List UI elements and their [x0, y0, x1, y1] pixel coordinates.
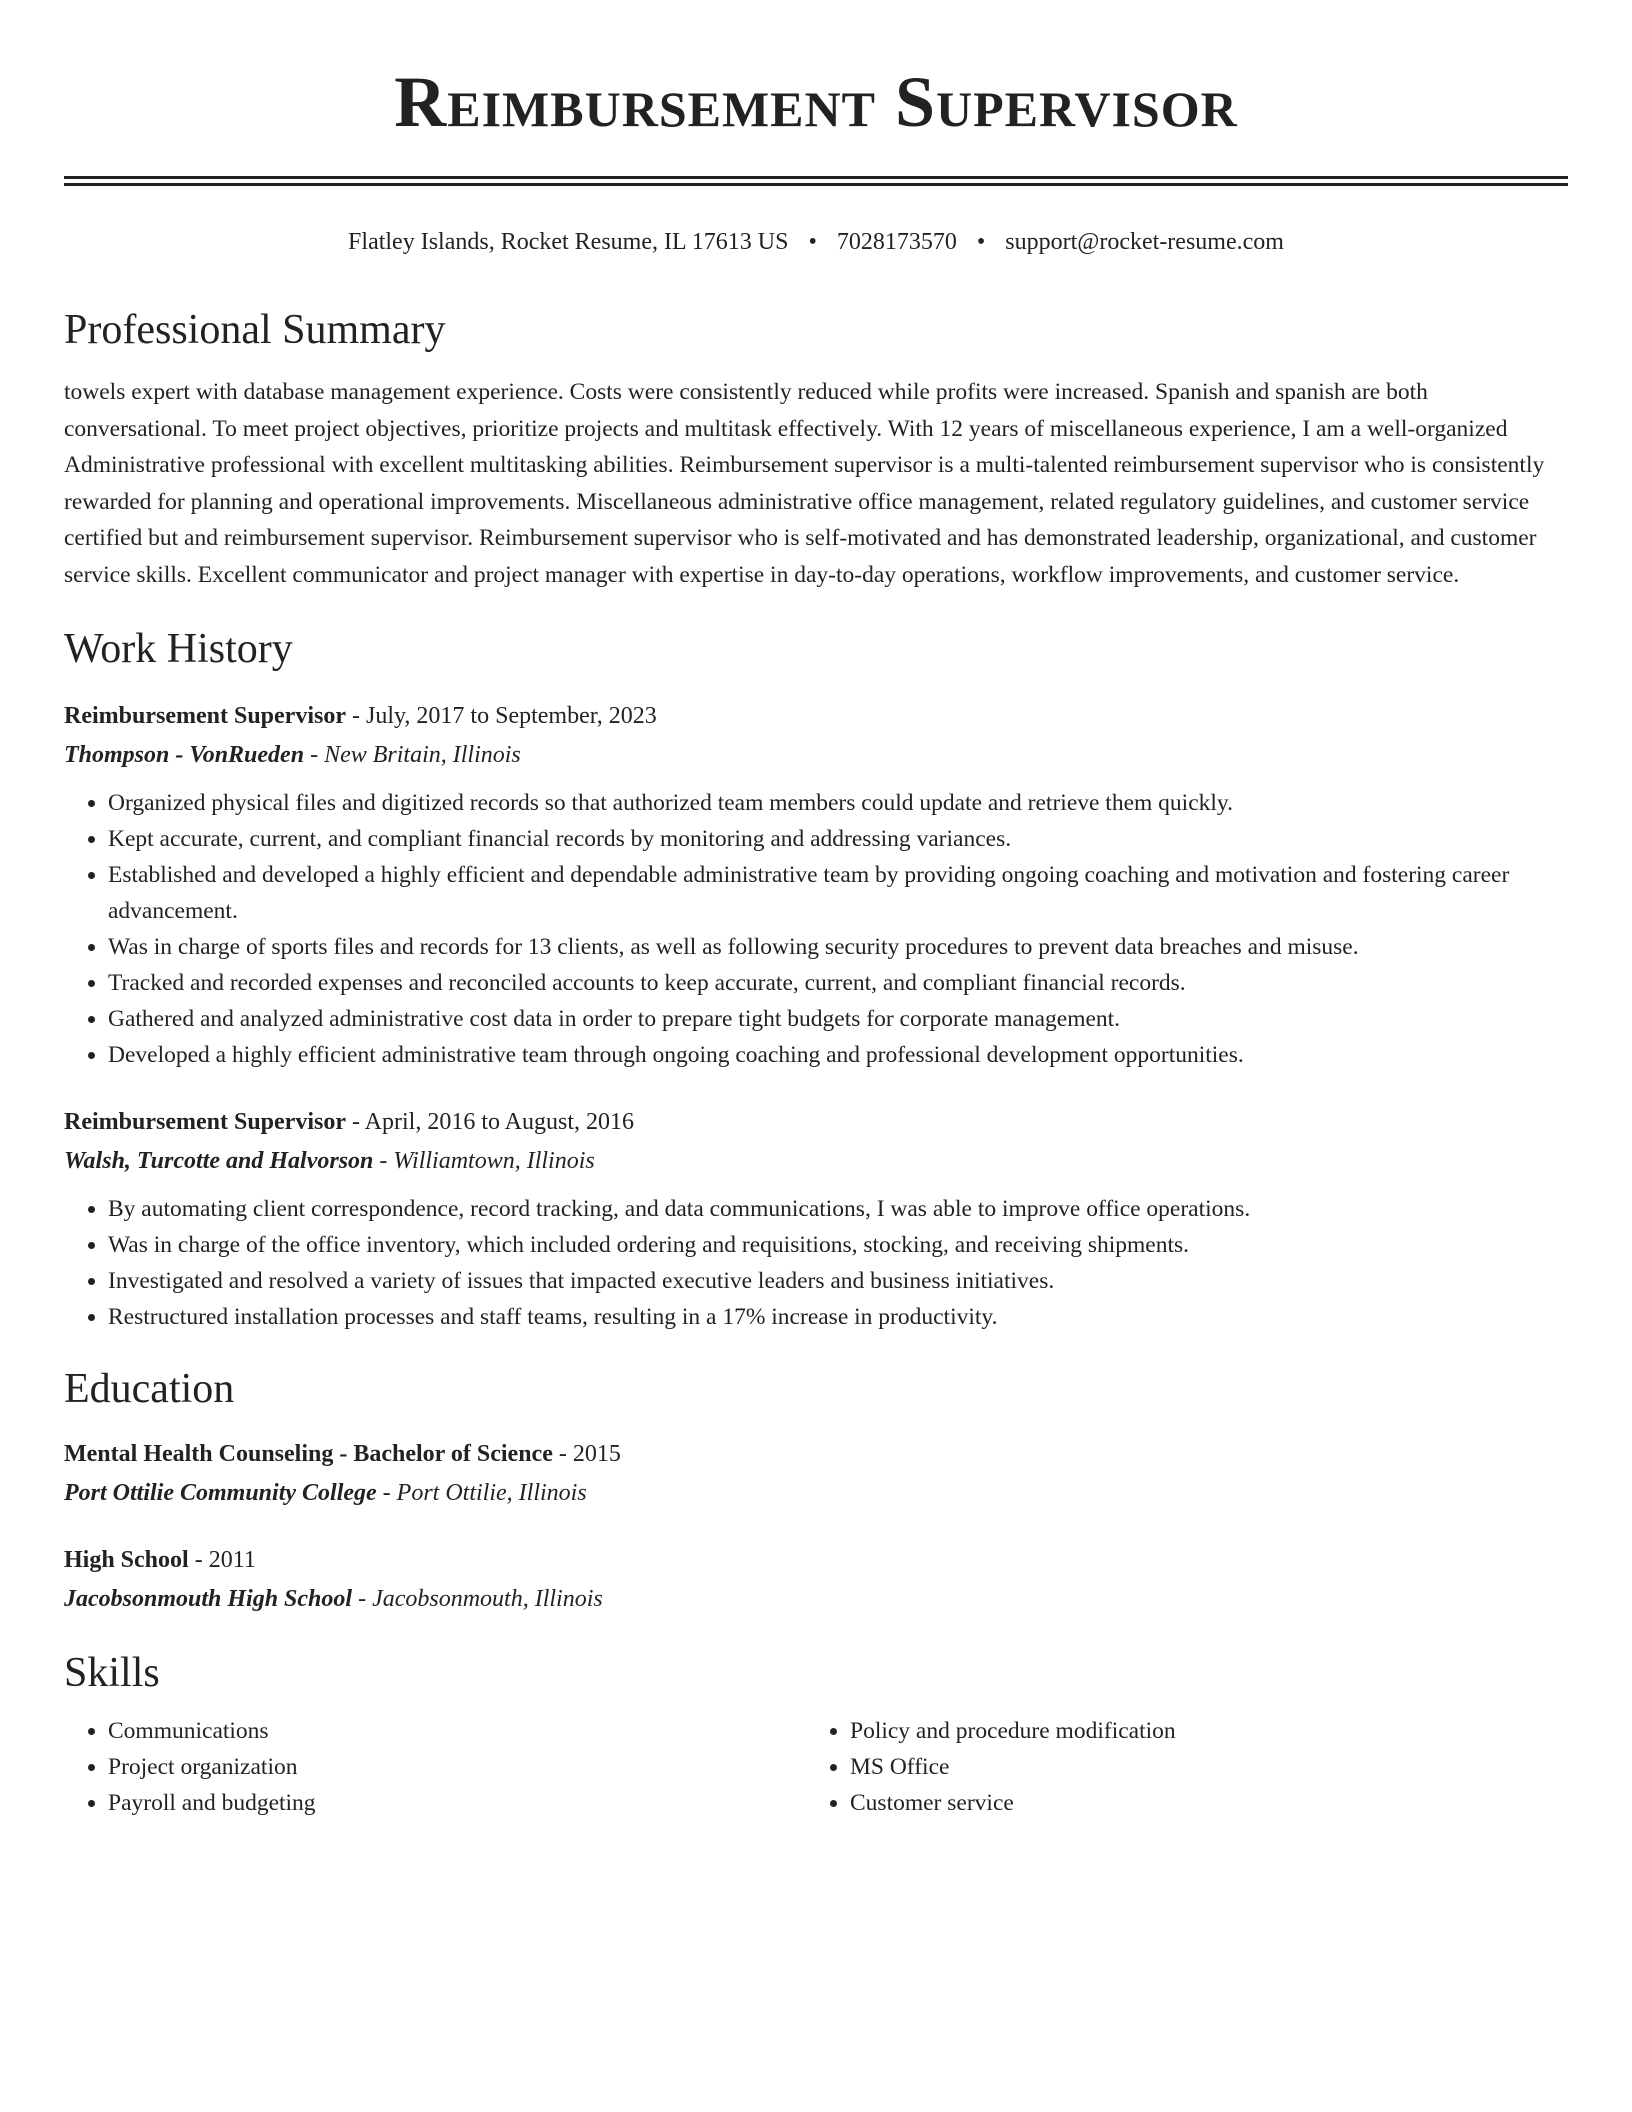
skill-item: • Policy and procedure modification: [850, 1713, 1548, 1749]
contact-line: [64, 226, 1568, 258]
education-entry: [64, 1435, 1568, 1513]
education-location: Port Ottilie, Illinois: [396, 1480, 587, 1506]
job-bullet: • Investigated and resolved a variety of issues that impacted executive leaders and business initiatives.: [108, 1263, 1568, 1299]
dash-separator: -: [558, 1441, 567, 1467]
skill-item: • Communications: [108, 1713, 806, 1749]
job-bullets: [64, 785, 1568, 1073]
job-role: Reimbursement Supervisor: [64, 1109, 346, 1135]
skills-column-right: [806, 1713, 1548, 1821]
job-bullet: • Gathered and analyzed administrative cost data in order to prepare tight budgets for corporate management.: [108, 1001, 1568, 1037]
job-location: Williamtown, Illinois: [393, 1148, 595, 1174]
education-school: Port Ottilie Community College: [64, 1480, 377, 1506]
job-bullet: • Restructured installation processes and staff teams, resulting in a 17% increase in productivity.: [108, 1299, 1568, 1335]
job-bullet: • Was in charge of the office inventory, which included ordering and requisitions, stocking, and receiving shipments.: [108, 1227, 1568, 1263]
education-header: [64, 1435, 1568, 1473]
dash-separator: -: [351, 1109, 360, 1135]
resume-name: Reimbursement Supervisor: [394, 62, 1238, 142]
skill-item: • MS Office: [850, 1749, 1548, 1785]
job-company: Walsh, Turcotte and Halvorson: [64, 1148, 374, 1174]
job-company: Thompson - VonRueden: [64, 742, 305, 768]
education-school: Jacobsonmouth High School: [64, 1586, 353, 1612]
dash-separator: -: [358, 1586, 367, 1612]
job-bullet: • Organized physical files and digitized records so that authorized team members could update and retrieve them quickly.: [108, 785, 1568, 821]
skills-list: [806, 1713, 1548, 1821]
dash-separator: -: [310, 742, 319, 768]
contact-address: Flatley Islands, Rocket Resume, IL 17613 US: [348, 229, 789, 255]
dash-separator: -: [194, 1547, 203, 1573]
work-history-heading: Work History: [64, 626, 293, 672]
contact-separator: •: [976, 229, 986, 255]
job-role: Reimbursement Supervisor: [64, 703, 346, 729]
job-employer: [64, 1141, 1568, 1181]
header-divider: [64, 176, 1568, 186]
education-heading: Education: [64, 1366, 235, 1412]
dash-separator: -: [379, 1148, 388, 1174]
job-bullet: • Tracked and recorded expenses and reconciled accounts to keep accurate, current, and compliant financial records.: [108, 965, 1568, 1001]
job-bullet: • Was in charge of sports files and records for 13 clients, as well as following security procedures to prevent data breaches and misuse.: [108, 929, 1568, 965]
job-bullet: • Kept accurate, current, and compliant financial records by monitoring and addressing variances.: [108, 821, 1568, 857]
job-employer: [64, 735, 1568, 775]
dash-separator: -: [382, 1480, 391, 1506]
contact-email: support@rocket-resume.com: [1005, 229, 1284, 255]
job-bullet: • Established and developed a highly efficient and dependable administrative team by providing ongoing coaching and motivation and fostering career advancement.: [108, 857, 1568, 929]
skills-heading: Skills: [64, 1650, 160, 1696]
education-header: [64, 1541, 1568, 1579]
education-year: 2015: [572, 1441, 621, 1467]
job-bullet: • Developed a highly efficient administrative team through ongoing coaching and professional development opportunities.: [108, 1037, 1568, 1073]
education-institution: [64, 1579, 1568, 1619]
job-entry: [64, 697, 1568, 1073]
summary-heading: Professional Summary: [64, 307, 446, 353]
job-dates: July, 2017 to September, 2023: [365, 703, 657, 729]
contact-separator: •: [808, 229, 817, 255]
skill-item: • Payroll and budgeting: [108, 1785, 806, 1821]
education-degree: Mental Health Counseling - Bachelor of Science: [64, 1441, 553, 1467]
job-header: [64, 1103, 1568, 1141]
skills-list: [64, 1713, 806, 1821]
job-dates: April, 2016 to August, 2016: [364, 1109, 635, 1135]
summary-text: towels expert with database management experience. Costs were consistently reduced while profits were increased. Spanish and spanish are both conversational. To meet project objectives, prioritize projects and multitask effectively. With 12 years of miscellaneous experience, I am a well-organized Administrative professional with excellent multitasking abilities. Reimbursement supervisor is a multi-talented reimbursement supervisor who is consistently rewarded for planning and operational improvements. Miscellaneous administrative office management, related regulatory guidelines, and customer service certified but and reimbursement supervisor. Reimbursement supervisor who is self-motivated and has demonstrated leadership, organizational, and customer service skills. Excellent communicator and project manager with expertise in day-to-day operations, workflow improvements, and customer service.: [64, 379, 1545, 588]
skills-grid: [64, 1713, 1568, 1821]
job-entry: [64, 1103, 1568, 1335]
education-location: Jacobsonmouth, Illinois: [372, 1586, 603, 1612]
job-bullets: [64, 1191, 1568, 1335]
education-institution: [64, 1473, 1568, 1513]
skills-column-left: [64, 1713, 806, 1821]
skill-item: • Customer service: [850, 1785, 1548, 1821]
contact-phone: 7028173570: [836, 229, 957, 255]
education-entry: [64, 1541, 1568, 1619]
job-location: New Britain, Illinois: [324, 742, 521, 768]
job-bullet: • By automating client correspondence, record tracking, and data communications, I was able to improve office operations.: [108, 1191, 1568, 1227]
education-degree: High School: [64, 1547, 189, 1573]
dash-separator: -: [351, 703, 360, 729]
education-year: 2011: [208, 1547, 256, 1573]
job-header: [64, 697, 1568, 735]
skill-item: • Project organization: [108, 1749, 806, 1785]
